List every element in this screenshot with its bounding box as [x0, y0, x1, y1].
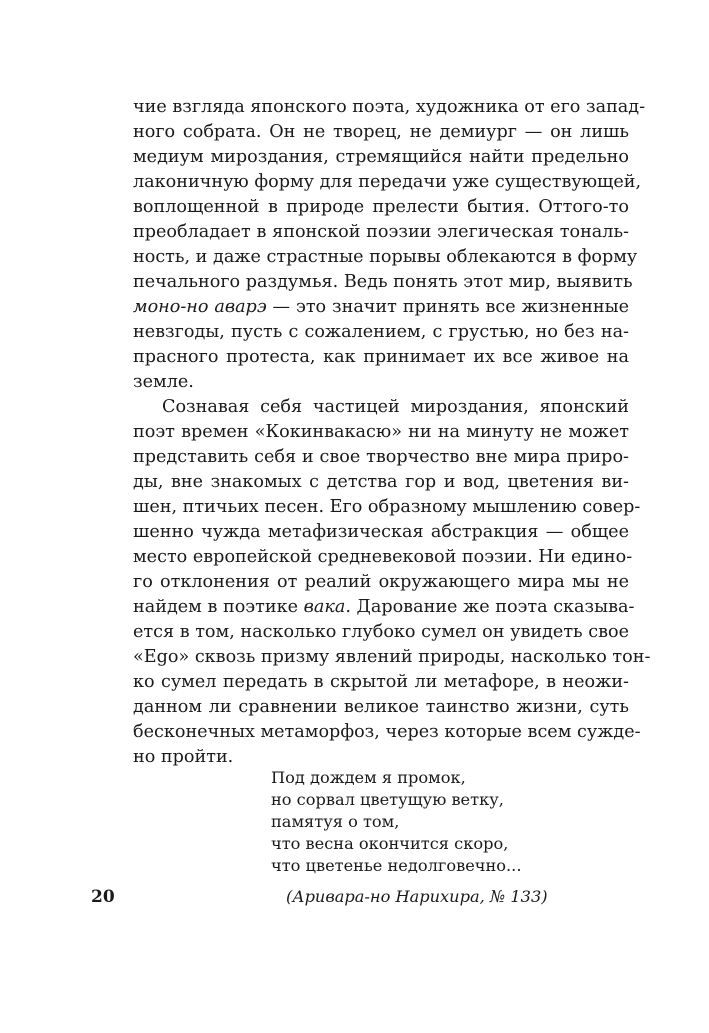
text-line: [133, 595, 635, 620]
poem-line: Под дождем я промок,: [271, 768, 466, 787]
italic-term: моно-но аварэ: [133, 297, 267, 317]
text-line: ко сумел передать в скрытой ли метафоре, в неожи-: [133, 672, 629, 692]
page-number: 20: [91, 887, 115, 907]
italic-term: вака.: [303, 597, 351, 617]
text-line: «Ego» сквозь призму явлений природы, насколько тон-: [133, 647, 651, 667]
text-line: прасного протеста, как принимает их все живое на: [133, 347, 629, 367]
poem-line: что весна окончится скоро,: [271, 834, 509, 853]
body-text: [133, 95, 651, 770]
text-line: но пройти.: [133, 747, 234, 767]
text-line: бесконечных метаморфоз, через которые всем сужде-: [133, 722, 641, 742]
poem-line: но сорвал цветущую ветку,: [271, 790, 504, 809]
text-line: земле.: [133, 372, 194, 392]
text-line: ного собрата. Он не творец, не демиург — он лишь: [133, 122, 629, 142]
text-line: ется в том, насколько глубоко сумел он увидеть свое: [133, 622, 629, 642]
text-line: место европейской средневековой поэзии. Ни едино-: [133, 547, 633, 567]
text-line: представить себя и свое творчество вне мира приро-: [133, 447, 629, 467]
text-line: [133, 295, 629, 320]
text-line: медиум мироздания, стремящийся найти предельно: [133, 147, 629, 167]
text-line: шен, птичьих песен. Его образному мышлению совер-: [133, 497, 641, 517]
text-line: данном ли сравнении великое таинство жизни, суть: [133, 697, 629, 717]
text-line: го отклонения от реалий окружающего мира мы не: [133, 572, 629, 592]
text-line: преобладает в японской поэзии элегическая тональ-: [133, 222, 629, 242]
text-fragment: найдем в поэтике: [133, 597, 304, 617]
text-line: шенно чужда метафизическая абстракция — общее: [133, 522, 629, 542]
poem: [271, 767, 521, 877]
text-line: ность, и даже страстные порывы облекаются в форму: [133, 247, 638, 267]
text-line: ды, вне знакомых с детства гор и вод, цветения ви-: [133, 472, 629, 492]
text-line: Сознавая себя частицей мироздания, японский: [162, 397, 629, 417]
poem-line: что цветенье недолговечно...: [271, 856, 522, 875]
paragraph-2: [133, 395, 651, 770]
text-line: лаконичную форму для передачи уже существующей,: [133, 172, 642, 192]
poem-attribution: (Аривара-но Нарихира, № 133): [286, 887, 548, 906]
text-fragment: — это значит принять все жизненные: [266, 297, 629, 317]
text-line: печального раздумья. Ведь понять этот мир, выявить: [133, 272, 633, 292]
text-line: воплощенной в природе прелести бытия. Оттого-то: [133, 197, 629, 217]
text-line: чие взгляда японского поэта, художника от его запад-: [133, 97, 646, 117]
paragraph-1: [133, 95, 646, 395]
text-line: невзгоды, пусть с сожалением, с грустью, но без на-: [133, 322, 629, 342]
text-fragment: Дарование же поэта сказыва-: [350, 597, 635, 617]
text-line: поэт времен «Кокинвакасю» ни на минуту не может: [133, 422, 629, 442]
poem-line: памятуя о том,: [271, 812, 400, 831]
